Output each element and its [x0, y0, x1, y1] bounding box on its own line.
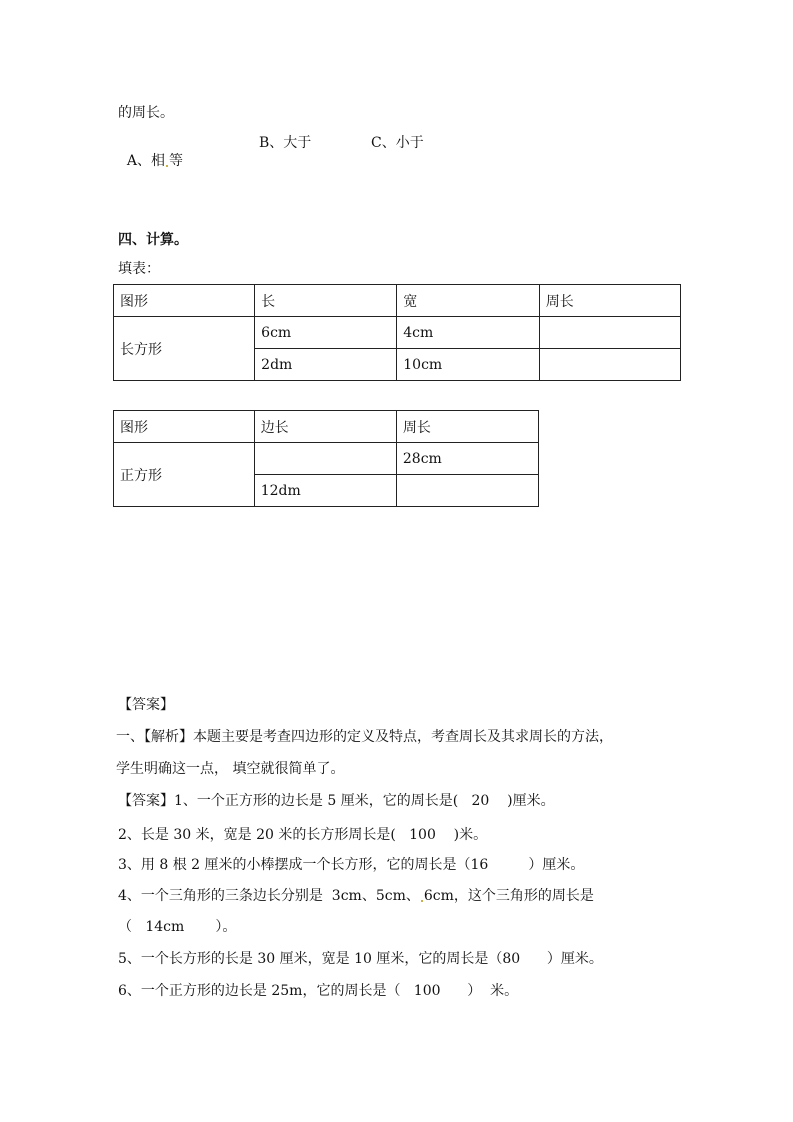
table-cell-blank[interactable]: [254, 443, 396, 475]
table-cell: 28cm: [396, 443, 538, 475]
table-header-row: [114, 411, 539, 443]
answer-item-4: [118, 887, 594, 905]
option-b-letter: B、: [259, 135, 284, 151]
table-cell: 12dm: [254, 475, 396, 507]
header-cell: 周长: [396, 411, 538, 443]
table-cell-blank[interactable]: [396, 475, 538, 507]
answer-item-6: 6、一个正方形的边长是 25m，它的周长是（ 100 ） 米。: [118, 983, 519, 999]
answer-item-1: 【答案】1、一个正方形的边长是 5 厘米，它的周长是( 20 )厘米。: [118, 793, 555, 809]
shape-cell: 正方形: [114, 443, 255, 507]
option-a-text-a: 相: [151, 153, 166, 169]
option-b: [259, 134, 311, 152]
shape-cell: 长方形: [114, 317, 255, 381]
option-c-text: 小于: [395, 135, 424, 151]
option-c: [371, 134, 424, 152]
option-a-text-b: 等: [169, 153, 184, 169]
answer-item-3: 3、用 8 根 2 厘米的小棒摆成一个长方形，它的周长是（16 ）厘米。: [118, 857, 585, 873]
analysis-line-1: 一、【解析】本题主要是考查四边形的定义及特点，考查周长及其求周长的方法，: [116, 729, 613, 745]
edit-mark-dot: [166, 165, 168, 167]
table-header-row: [114, 285, 681, 317]
answer-item-4-cont: （ 14cm ）。: [118, 919, 237, 935]
edit-mark-dot: [421, 900, 423, 902]
table-cell: 4cm: [397, 317, 540, 349]
header-cell: 宽: [397, 285, 540, 317]
header-cell: 长: [255, 285, 397, 317]
question-tail: 的周长。: [118, 105, 174, 121]
header-cell: 图形: [114, 411, 255, 443]
section-heading: 四、计算。: [118, 232, 188, 248]
answer-item-2: 2、长是 30 米，宽是 20 米的长方形周长是( 100 )米。: [118, 827, 488, 843]
table-cell: 6cm: [255, 317, 397, 349]
option-c-letter: C、: [371, 135, 396, 151]
header-cell: 图形: [114, 285, 255, 317]
header-cell: 周长: [539, 285, 680, 317]
table-row: [114, 317, 681, 349]
option-a-letter: A、: [126, 153, 152, 169]
square-table: [113, 410, 539, 507]
answer-item-4-part-2: 6cm，这个三角形的周长是: [423, 888, 594, 904]
header-cell: 边长: [254, 411, 396, 443]
table-cell-blank[interactable]: [539, 349, 680, 381]
table-instruction: 填表：: [118, 261, 160, 277]
option-b-text: 大于: [283, 135, 312, 151]
rectangle-table: [113, 284, 681, 381]
option-a: [127, 153, 183, 169]
answer-item-4-part-1: 4、一个三角形的三条边长分别是 3cm、5cm、: [118, 888, 420, 904]
answer-item-5: 5、一个长方形的长是 30 厘米，宽是 10 厘米，它的周长是（80 ）厘米。: [118, 951, 603, 967]
options-row: [118, 134, 183, 170]
table-cell: 2dm: [255, 349, 397, 381]
analysis-line-2: 学生明确这一点， 填空就很简单了。: [116, 761, 345, 777]
table-row: [114, 443, 539, 475]
table-cell: 10cm: [397, 349, 540, 381]
table-cell-blank[interactable]: [539, 317, 680, 349]
answers-heading: 【答案】: [118, 697, 174, 713]
